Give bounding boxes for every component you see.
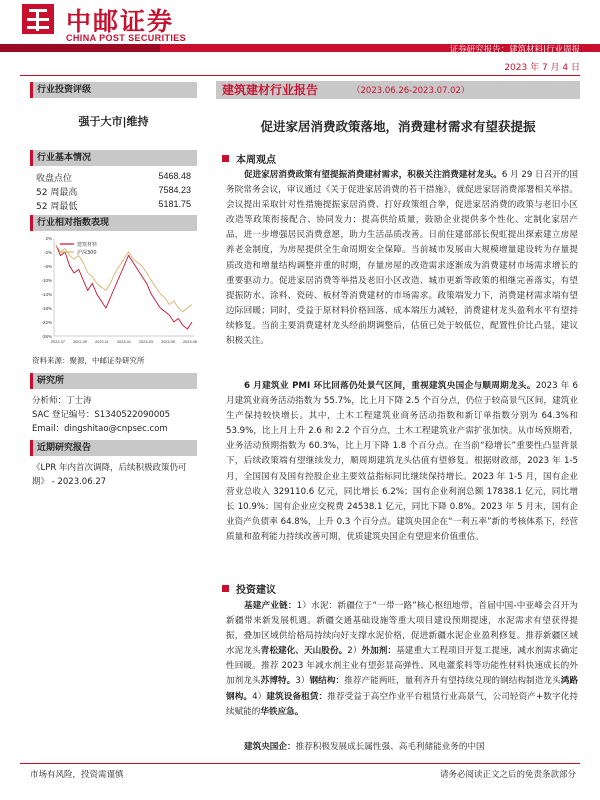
chart-y-tick-label: -10% — [41, 278, 52, 283]
basics-label: 52 周最低 — [36, 202, 78, 212]
advice-text: 1）水泥：新疆位于“一带一路”核心枢纽地带，首届中国-中亚峰会召开为新疆带来新发展机遇。新疆交通基础设施等重大项目建设预期提速，水泥需求有望获得提振，叠加区域供给格局持续向好支撑水泥价格，促进新疆水泥企业盈利修复。推荐新疆区域水泥龙头 — [226, 601, 578, 657]
recent-report-link[interactable]: 《LPR 年内首次调降，后续积极政策仍可期》 - 2023.06.27 — [32, 463, 187, 487]
basics-row — [36, 185, 191, 197]
chart-x-tick-label: 2023-06 — [183, 340, 197, 344]
chart-y-tick-label: -18% — [41, 306, 52, 311]
relative-index-chart — [30, 232, 197, 352]
basics-label: 52 周最高 — [36, 188, 78, 198]
chart-source: 资料来源：聚源，中邮证券研究所 — [32, 356, 145, 365]
basics-label: 收盘点位 — [36, 174, 73, 184]
company-logo-icon — [22, 4, 54, 34]
chart-section-title: 行业相对指数表现 — [30, 215, 197, 231]
footer-disclaimer: 请务必阅读正文之后的免责条款部分 — [439, 770, 576, 780]
section-bullet-icon — [222, 155, 229, 162]
chart-x-tick-label: 2023-05 — [161, 340, 175, 344]
header-divider — [20, 75, 580, 76]
chart-y-tick-label: -6% — [43, 264, 52, 269]
chart-x-tick-label: 2022-07 — [51, 340, 65, 344]
advice-stock: 青松建化、天山股份。 — [260, 646, 348, 657]
logo-chinese-text: 中邮证券 — [66, 7, 175, 36]
advice-sub: 建筑设备租赁： — [266, 691, 328, 702]
advice-text: 3） — [295, 676, 310, 687]
report-range: （2023.06.26-2023.07.02） — [352, 86, 470, 96]
rating-section-title: 行业投资评级 — [30, 82, 197, 98]
para2-body: 2023 年 6 月建筑业商务活动指数为 55.7%，比上月下降 2.5 个百分点，仍位于较高景气区间，建筑业生产保持较快增长。其中，土木工程建筑业商务活动指数和新订单指数分别为 64.3%和 53.9%，比上月上升 2.6 和 2.2 个百分点，土木工程建筑业产需扩张加快。从市场预期看，业务活动预期指数为 60.3%，比上月下降 1.8 个百分点。在当前“稳增长”重要性凸显背景下，后续政策端有望继续发力，顺周期建筑龙头估值有望修复。根据财政部，2023 年 1-5 月，全国国有及国有控股企业主要效益指标同比继续保持增长。2023 年 1-5 月，国有企业营业总收入 329110.6 亿元，同比增长 6.2%；国有企业利润总额 17838.1 亿元，同比增长 10.9%；国有企业应交税费 24538.1 亿元，同比下降 0.8%。2023 年 5 月末，国有企业资产负债率 64.8%，上升 0.3 个百分点。建筑央国企在“一利五率”新的考核体系下，经营质量和盈利能力持续改善可期，优质建筑央国企有望迎来价值重估。 — [226, 381, 578, 542]
advice-sub: 外加剂： — [361, 646, 397, 657]
industry-rating: 强于大市|维持 — [78, 115, 149, 128]
report-title: 建筑建材行业报告 — [222, 83, 319, 97]
advice-paragraph-1 — [226, 599, 578, 720]
recent-section-title: 近期研究报告 — [30, 440, 197, 456]
advice-sub: 钢结构： — [309, 676, 345, 687]
chart-legend-label: 沪深300 — [77, 250, 97, 256]
chart-y-tick-label: -26% — [41, 334, 52, 339]
section-title-advice: 投资建议 — [236, 585, 276, 596]
advice-lead: 建筑央国企： — [244, 742, 296, 752]
chart-y-tick-label: 2% — [45, 236, 52, 241]
advice-text: 推荐受益于高空作业平台租赁行业高景气，公司轻资产+数字化持续赋能的 — [226, 691, 578, 717]
report-headline: 促进家居消费政策落地，消费建材需求有望获提振 — [260, 119, 536, 134]
chart-x-tick-label: 2022-11 — [95, 340, 109, 344]
viewpoint-paragraph-1 — [226, 168, 578, 349]
basics-value: 5468.48 — [158, 171, 191, 181]
research-section-title: 研究所 — [30, 373, 197, 389]
chart-x-tick-label: 2023-01 — [117, 340, 131, 344]
para2-lead: 6 月建筑业 PMI 环比回落仍处景气区间，重视建筑央国企与顺周期龙头。 — [244, 381, 536, 391]
para1-lead: 促进家居消费政策有望提振消费建材需求，积极关注消费建材龙头。 — [244, 170, 502, 180]
advice-lead: 基建产业链： — [244, 601, 297, 611]
section-title-viewpoint: 本周观点 — [236, 155, 276, 166]
chart-x-tick-label: 2022-09 — [73, 340, 87, 344]
basics-value: 7584.23 — [158, 185, 191, 195]
chart-y-tick-label: -22% — [41, 320, 52, 325]
basics-row — [36, 199, 191, 211]
report-date: 2023 年 7 月 4 日 — [504, 63, 580, 73]
chart-x-tick-label: 2023-03 — [139, 340, 153, 344]
advice-stock: 华铁应急。 — [260, 706, 304, 717]
footer-risk-note: 市场有风险，投资需谨慎 — [30, 770, 124, 780]
analyst-sac: SAC 登记编号：S1340522090005 — [32, 410, 171, 420]
advice-text: 基建重大工程项目开复工提速，减水剂需求确定性回暖。推荐 2023 年减水剂主业有望彭显高弹性、风电灌浆料等功能性材料快速成长的外加剂龙头 — [226, 646, 578, 687]
advice-text: 推荐产能两旺，量利齐升有望持续兑现的钢结构制造龙头 — [344, 676, 561, 687]
chart-y-tick-label: -2% — [43, 250, 52, 255]
basics-value: 5181.75 — [158, 199, 191, 209]
basics-row — [36, 171, 191, 183]
analyst-name: 分析师：丁士涛 — [32, 396, 92, 406]
para1-body: 6 月 29 日召开的国务院常务会议，审议通过《关于促进家居消费的若干措施》，就促进家居消费部署相关举措。会议提出采取针对性措施提振家居消费、打好政策组合拳，促进家居消费的政策与老旧小区改造等政策衔接配合、协同发力；提高供给质量，鼓励企业提供多个性化、定制化家居产品，进一步增强居民消费意愿，助力生活品质改善。日前住建部部长倪虹提出探索建立房屋养老金制度，为房屋提供全生命周期安全保障。当前城市发展由大规模增量建设转为存量提质改造和增量结构调整并重的时期，存量房屋的改造需求逐渐成为消费建材市场需求增长的重要驱动力。促进家居消费等举措及老旧小区改造、城市更新等政策的相继完善落实，有望提振防水、涂料、瓷砖、板材等消费建材的市场需求。政策端发力下，消费建材需求端有望边际回暖；同时，受益于原材料价格回落、成本端压力减轻，消费建材龙头盈利水平有望持续修复。当前主要消费建材龙头经前期调整后，估值已处于较低位，配置性价比凸显，建议积极关注。 — [226, 170, 578, 347]
chart-y-tick-label: -14% — [41, 292, 52, 297]
breadcrumb: 证券研究报告：建筑材料|行业周报 — [449, 45, 580, 55]
advice-text: 推荐积极发展成长属性强、高毛利储能业务的中国 — [295, 742, 485, 752]
footer-divider — [20, 763, 580, 764]
advice-text: 4） — [252, 691, 267, 702]
advice-stock: 苏博特。 — [260, 676, 296, 687]
logo-english-text: CHINA POST SECURITIES — [66, 33, 187, 43]
section-bullet-icon — [222, 585, 229, 592]
advice-stock: 鸿路钢构。 — [226, 676, 578, 702]
viewpoint-paragraph-2 — [226, 379, 578, 545]
analyst-email: Email：dingshitao@cnpsec.com — [32, 424, 168, 434]
chart-legend-label: 建筑材料 — [77, 242, 98, 248]
basics-section-title: 行业基本情况 — [30, 150, 197, 166]
header-bar-accent — [0, 44, 160, 52]
advice-text: 2） — [347, 646, 362, 657]
advice-paragraph-2 — [226, 740, 578, 755]
